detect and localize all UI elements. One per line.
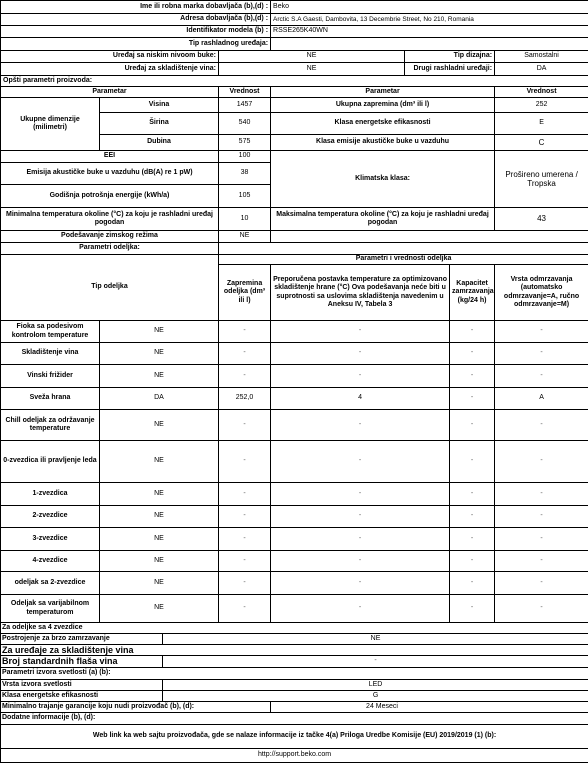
bottles-label: Broj standardnih flaša vina — [1, 656, 163, 667]
compartment-present: DA — [100, 388, 219, 410]
table-row — [1, 343, 588, 365]
compartment-capacity: - — [450, 410, 495, 441]
compartment-defrost: - — [495, 572, 588, 595]
compartment-present: NE — [100, 321, 219, 343]
col-capacity-header: Kapacitet zamrzavanja (kg/24 h) — [450, 265, 495, 321]
winter-row — [1, 231, 588, 243]
max-temp-value: 43 — [495, 208, 588, 231]
support-url[interactable]: http://support.beko.com — [1, 748, 588, 762]
volume-value: 252 — [495, 98, 588, 113]
compartment-name: Sveža hrana — [1, 388, 100, 410]
compartment-name: 1-zvezdica — [1, 483, 100, 506]
dims-label: Ukupne dimenzije (milimetri) — [1, 98, 100, 151]
model-label: Identifikator modela (b) : — [1, 26, 271, 38]
type-label: Tip rashladnog uređaja: — [1, 38, 271, 51]
light-title-row — [1, 667, 588, 679]
compartment-temp: - — [271, 595, 450, 623]
width-label: Širina — [100, 113, 219, 135]
four-star-title-row — [1, 623, 588, 634]
general-header-row — [1, 87, 588, 98]
extra-row — [1, 712, 588, 724]
compartments-title-spacer — [219, 243, 588, 255]
compartment-volume: - — [219, 572, 271, 595]
compartment-volume: 252,0 — [219, 388, 271, 410]
annual-value: 105 — [219, 185, 271, 208]
param-header-left: Parametar — [1, 87, 219, 98]
table-row — [1, 483, 588, 506]
url-row — [1, 748, 588, 762]
energy-class-value: E — [495, 113, 588, 135]
compartment-present: NE — [100, 441, 219, 483]
value-header-right: Vrednost — [495, 87, 588, 98]
depth-label: Dubina — [100, 135, 219, 151]
winter-label: Podešavanje zimskog režima — [1, 231, 219, 243]
compartment-name: 4-zvezdice — [1, 551, 100, 572]
compartment-temp: - — [271, 572, 450, 595]
compartment-params-header: Parametri i vrednosti odeljka — [219, 255, 588, 265]
bottles-value: - — [163, 656, 588, 667]
compartment-present: NE — [100, 551, 219, 572]
weblink-text: Web link ka web sajtu proizvođača, gde se nalaze informacije iz tačke 4(a) Priloga Uredbe Komisije (EU) 2019/2019 (1) (b): — [1, 724, 588, 748]
compartment-temp: - — [271, 321, 450, 343]
min-temp-value: 10 — [219, 208, 271, 231]
compartment-defrost: - — [495, 551, 588, 572]
table-row — [1, 528, 588, 551]
width-value: 540 — [219, 113, 271, 135]
compartment-capacity: - — [450, 365, 495, 388]
compartment-defrost: - — [495, 365, 588, 388]
light-title: Parametri izvora svetlosti (a) (b): — [1, 667, 588, 679]
compartment-params-header-row — [1, 255, 588, 265]
table-row — [1, 595, 588, 623]
compartment-temp: - — [271, 410, 450, 441]
warranty-row — [1, 701, 588, 712]
col-volume-header: Zapremina odeljka (dm³ ili l) — [219, 265, 271, 321]
compartment-name: 3-zvezdice — [1, 528, 100, 551]
compartment-defrost: A — [495, 388, 588, 410]
wine-label: Uređaj za skladištenje vina: — [1, 63, 219, 76]
compartment-capacity: - — [450, 506, 495, 528]
light-type-value: LED — [163, 679, 588, 690]
type-value-empty — [271, 38, 588, 51]
compartment-temp: - — [271, 483, 450, 506]
compartments-section-title-row — [1, 243, 588, 255]
compartment-present: NE — [100, 595, 219, 623]
table-row — [1, 321, 588, 343]
noise-class-label: Klasa emisije akustičke buke u vazduhu — [271, 135, 495, 151]
compartment-volume: - — [219, 483, 271, 506]
compartment-temp: - — [271, 365, 450, 388]
climate-value: Prošireno umerena / Tropska — [495, 151, 588, 208]
four-star-title: Za odeljke sa 4 zvezdice — [1, 623, 588, 634]
value-header-left: Vrednost — [219, 87, 271, 98]
wine-title: Za uređaje za skladištenje vina — [1, 645, 588, 656]
table-row — [1, 441, 588, 483]
param-header-right: Parametar — [271, 87, 495, 98]
compartment-defrost: - — [495, 528, 588, 551]
table-row — [1, 365, 588, 388]
address-label: Adresa dobavljača (b),(d) : — [1, 14, 271, 26]
compartment-defrost: - — [495, 483, 588, 506]
eei-label: EEI — [1, 151, 219, 163]
compartments-section-title: Parametri odeljka: — [1, 243, 219, 255]
energy-class-label: Klasa energetske efikasnosti — [271, 113, 495, 135]
wine-title-row — [1, 645, 588, 656]
low-noise-label: Uređaj sa niskim nivoom buke: — [1, 51, 219, 63]
address-value: Arctic S.A Gaesti, Dambovita, 13 Decembrie Street, No 210, Romania — [271, 14, 588, 26]
model-value: RSSE265K40WN — [271, 26, 588, 38]
annual-label: Godišnja potrošnja energije (kWh/a) — [1, 185, 219, 208]
address-row — [1, 14, 588, 26]
warranty-value: 24 Meseci — [271, 701, 588, 712]
compartment-capacity: - — [450, 343, 495, 365]
light-class-row — [1, 690, 588, 701]
other-label: Drugi rashladni uređaji: — [405, 63, 495, 76]
compartment-defrost: - — [495, 441, 588, 483]
compartment-type-header: Tip odeljka — [1, 255, 219, 321]
height-row — [1, 98, 588, 113]
fast-freeze-value: NE — [163, 634, 588, 645]
light-type-label: Vrsta izvora svetlosti — [1, 679, 163, 690]
light-class-label: Klasa energetske efikasnosti — [1, 690, 163, 701]
compartment-defrost: - — [495, 321, 588, 343]
compartment-name: Fioka sa podesivom kontrolom temperature — [1, 321, 100, 343]
fast-freeze-label: Postrojenje za brzo zamrzavanje — [1, 634, 163, 645]
compartment-capacity: - — [450, 388, 495, 410]
compartment-volume: - — [219, 528, 271, 551]
compartment-volume: - — [219, 410, 271, 441]
compartment-name: 0-zvezdica ili pravljenje leda — [1, 441, 100, 483]
compartment-temp: - — [271, 506, 450, 528]
height-value: 1457 — [219, 98, 271, 113]
compartment-capacity: - — [450, 321, 495, 343]
compartment-present: NE — [100, 506, 219, 528]
compartment-defrost: - — [495, 595, 588, 623]
compartment-name: 2-zvezdice — [1, 506, 100, 528]
compartment-capacity: - — [450, 441, 495, 483]
compartment-temp: - — [271, 551, 450, 572]
table-row — [1, 572, 588, 595]
compartment-volume: - — [219, 506, 271, 528]
col-defrost-header: Vrsta odmrzavanja (automatsko odmrzavanje=A, ručno odmrzavanje=M) — [495, 265, 588, 321]
model-row — [1, 26, 588, 38]
compartment-name: Vinski frižider — [1, 365, 100, 388]
low-noise-row — [1, 51, 588, 63]
min-temp-label: Minimalna temperatura okoline (°C) za koju je rashladni uređaj pogodan — [1, 208, 219, 231]
max-temp-label: Maksimalna temperatura okoline (°C) za koju je rashladni uređaj pogodan — [271, 208, 495, 231]
volume-label: Ukupna zapremina (dm³ ili l) — [271, 98, 495, 113]
compartment-volume: - — [219, 441, 271, 483]
compartment-temp: - — [271, 528, 450, 551]
compartment-present: NE — [100, 410, 219, 441]
compartment-present: NE — [100, 528, 219, 551]
height-label: Visina — [100, 98, 219, 113]
general-section-title-row — [1, 76, 588, 87]
compartment-defrost: - — [495, 343, 588, 365]
compartment-capacity: - — [450, 483, 495, 506]
compartment-volume: - — [219, 365, 271, 388]
compartment-volume: - — [219, 343, 271, 365]
compartment-capacity: - — [450, 595, 495, 623]
supplier-value: Beko — [271, 1, 588, 14]
compartment-volume: - — [219, 551, 271, 572]
winter-spacer — [271, 231, 588, 243]
compartment-temp: - — [271, 441, 450, 483]
noise-value: 38 — [219, 163, 271, 185]
table-row — [1, 410, 588, 441]
compartment-present: NE — [100, 483, 219, 506]
compartment-name: odeljak sa 2-zvezdice — [1, 572, 100, 595]
compartment-capacity: - — [450, 528, 495, 551]
weblink-row — [1, 724, 588, 748]
fast-freeze-row — [1, 634, 588, 645]
noise-label: Emisija akustičke buke u vazduhu (dB(A) re 1 pW) — [1, 163, 219, 185]
compartment-temp: 4 — [271, 388, 450, 410]
extra-label: Dodatne informacije (b), (d): — [1, 712, 588, 724]
compartment-present: NE — [100, 572, 219, 595]
general-section-title: Opšti parametri proizvoda: — [1, 76, 588, 87]
compartment-defrost: - — [495, 506, 588, 528]
compartment-capacity: - — [450, 572, 495, 595]
depth-value: 575 — [219, 135, 271, 151]
compartment-capacity: - — [450, 551, 495, 572]
other-value: DA — [495, 63, 588, 76]
compartment-present: NE — [100, 365, 219, 388]
compartment-volume: - — [219, 595, 271, 623]
table-row — [1, 506, 588, 528]
low-noise-value: NE — [219, 51, 405, 63]
warranty-label: Minimalno trajanje garancije koju nudi proizvođač (b), (d): — [1, 701, 271, 712]
supplier-row — [1, 1, 588, 14]
wine-value: NE — [219, 63, 405, 76]
compartment-volume: - — [219, 321, 271, 343]
compartment-name: Chill odeljak za održavanje temperature — [1, 410, 100, 441]
supplier-label: Ime ili robna marka dobavljača (b),(d) : — [1, 1, 271, 14]
compartment-name: Skladištenje vina — [1, 343, 100, 365]
light-type-row — [1, 679, 588, 690]
eei-value: 100 — [219, 151, 271, 163]
bottles-row — [1, 656, 588, 667]
wine-row — [1, 63, 588, 76]
light-class-value: G — [163, 690, 588, 701]
compartment-present: NE — [100, 343, 219, 365]
temp-row — [1, 208, 588, 231]
climate-label: Klimatska klasa: — [271, 151, 495, 208]
design-value: Samostalni — [495, 51, 588, 63]
compartment-defrost: - — [495, 410, 588, 441]
col-temp-header: Preporučena postavka temperature za optimizovano skladištenje hrane (°C) Ova podešavanja neće biti u suprotnosti sa uslovima skladištenja navedenim u Aneksu IV, Tabela 3 — [271, 265, 450, 321]
compartment-temp: - — [271, 343, 450, 365]
table-row — [1, 551, 588, 572]
winter-value: NE — [219, 231, 271, 243]
type-row — [1, 38, 588, 51]
design-label: Tip dizajna: — [405, 51, 495, 63]
eei-row — [1, 151, 588, 163]
compartment-name: Odeljak sa varijabilnom temperaturom — [1, 595, 100, 623]
table-row — [1, 388, 588, 410]
noise-class-value: C — [495, 135, 588, 151]
